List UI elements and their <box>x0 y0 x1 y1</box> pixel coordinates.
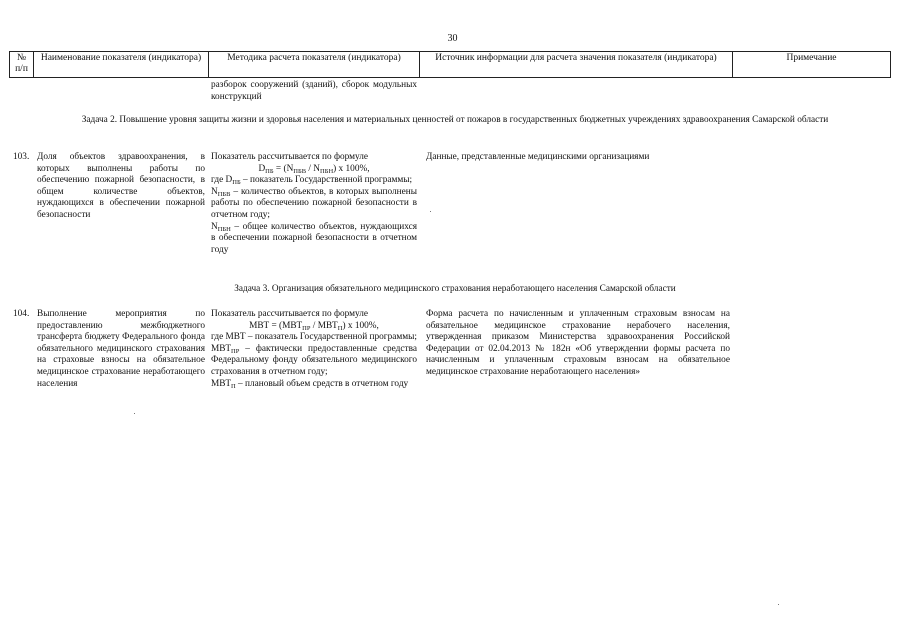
page-number: 30 <box>447 33 458 44</box>
header-col-number: № п/п <box>10 52 34 78</box>
information-source: Форма расчета по начисленным и уплаченным страховым взносам на обязательное медицинское страхование нерабочего населения, утвержденная приказом Министерства здравоохранения Российской Федерации от 02.04.2013 № 182н «Об утверждении формы расчета по начисленным и уплаченным страховым взносам на обязательное медицинское страхование неработающего населения» <box>426 309 730 377</box>
definition-mvt-p: $МВТ_П$ – плановый объем средств в отчетном году <box>211 378 409 390</box>
row-number: 103. <box>13 152 30 162</box>
information-source: Данные, представленные медицинскими организациями <box>426 152 650 162</box>
header-col-note: Примечание <box>733 52 891 78</box>
header-col-name: Наименование показателя (индикатора) <box>34 52 209 78</box>
definition-npbv: $N_{ПБВ}$ – количество объектов, в которых выполнены работы по обеспечению пожарной безопасности в отчетном году; <box>211 186 417 220</box>
scan-speck <box>134 413 135 414</box>
row-number: 104. <box>13 309 30 319</box>
indicator-name: Доля объектов здравоохранения, в которых выполнены работы по обеспечению пожарной безопасности, в общем количестве объектов, нуждающихся в обеспечении пожарной безопасности <box>37 152 205 220</box>
table-header <box>9 51 891 78</box>
task2-heading: Задача 2. Повышение уровня защиты жизни и здоровья населения и материальных ценностей от пожаров в государственных бюджетных учреждениях здравоохранения Самарской области <box>81 115 829 125</box>
header-col-method: Методика расчета показателя (индикатора) <box>209 52 420 78</box>
calculation-method <box>211 309 417 390</box>
formula: $D_{ПБ} = (N_{ПБВ} / N_{ПБН})$ x 100%, <box>258 163 370 175</box>
calculation-method <box>211 152 417 256</box>
scan-speck <box>778 604 779 605</box>
definition-mvt: где МВТ – показатель Государственной программы; <box>211 332 417 343</box>
indicator-name: Выполнение мероприятия по предоставлению межбюджетного трансферта бюджету Федерального фонда обязательного медицинского страхования на страховые взносы на обязательное медицинское страхование неработающего населения <box>37 309 205 389</box>
carry-over-text: разборок сооружений (зданий), сборок модульных конструкций <box>211 80 417 102</box>
task3-heading: Задача 3. Организация обязательного медицинского страхования неработающего населения Самарской области <box>234 284 676 294</box>
formula: МВТ = $(МВТ_{ПР} / МВТ_П)$ x 100%, <box>249 320 379 332</box>
method-intro: Показатель рассчитывается по формуле <box>211 309 369 319</box>
method-intro: Показатель рассчитывается по формуле <box>211 152 369 162</box>
definition-mvt-pr: $МВТ_{ПР}$ – фактически предоставленные средства Федеральному фонду обязательного медицинского страхования в отчетном году; <box>211 343 417 377</box>
scan-speck <box>430 211 431 212</box>
definition-npbn: $N_{ПБН}$ – общее количество объектов, нуждающихся в обеспечении пожарной безопасности в отчетном году <box>211 221 417 255</box>
header-col-source: Источник информации для расчета значения показателя (индикатора) <box>420 52 733 78</box>
definition-dpb: где $D_{ПБ}$ – показатель Государственной программы; <box>211 175 413 187</box>
